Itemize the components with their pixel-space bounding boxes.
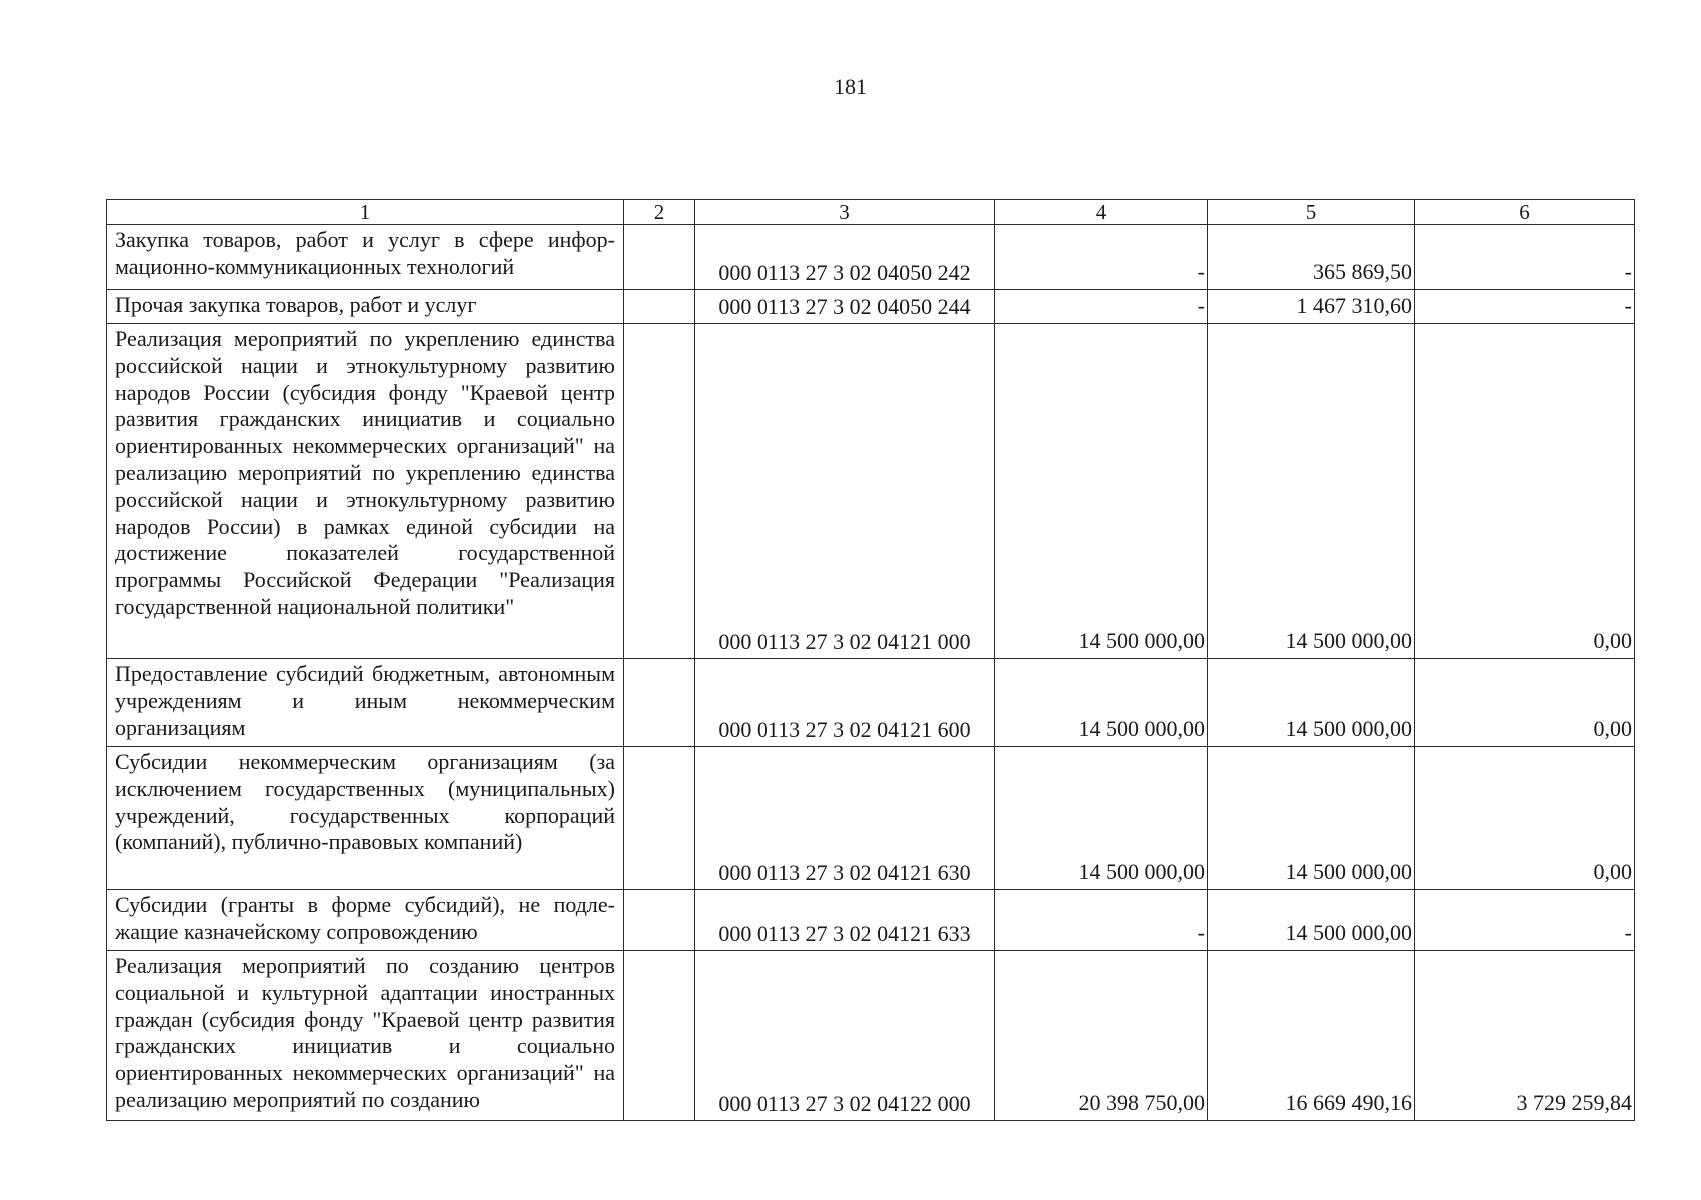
row-col2 [624,951,695,1121]
row-col4: 14 500 000,00 [995,324,1208,659]
row-name: Субсидии некоммерческим организациям (за исключением государственных (муниципальных) учреждений, государственных корпораций (компаний), публично-правовых компаний) [107,747,624,890]
row-col2 [624,324,695,659]
row-name: Реализация мероприятий по укреплению единства российской нации и этнокультурному развитию народов России (субсидия фонду "Краевой центр развития гражданских инициатив и социально ориентированных некоммерческих организаций" на реализацию мероприятий по укреплению единства российской нации и этнокультурному развитию народов России) в рамках единой субсидии на достижение показателей государственной программы Российской Федерации "Реализация государственной национальной политики" [107,324,624,659]
row-col6: 0,00 [1415,324,1635,659]
row-code: 000 0113 27 3 02 04121 630 [695,747,995,890]
row-code: 000 0113 27 3 02 04121 633 [695,890,995,951]
row-col6: - [1415,225,1635,290]
row-col5: 14 500 000,00 [1208,324,1415,659]
column-header-1: 1 [107,200,624,225]
row-col5: 14 500 000,00 [1208,659,1415,747]
row-col2 [624,659,695,747]
row-name: Прочая закупка товаров, работ и услуг [107,290,624,324]
row-name: Предоставление субсидий бюджетным, автономным учреждениям и иным некоммерческим организациям [107,659,624,747]
table-row [107,290,1635,324]
row-col4: 14 500 000,00 [995,747,1208,890]
row-code: 000 0113 27 3 02 04050 244 [695,290,995,324]
row-col2 [624,290,695,324]
table-row [107,324,1635,659]
row-code: 000 0113 27 3 02 04050 242 [695,225,995,290]
row-col6: 0,00 [1415,659,1635,747]
row-name: Закупка товаров, работ и услуг в сфере информационно-коммуникационных технологий [107,225,624,290]
table-header-row [107,200,1635,225]
table-row [107,951,1635,1121]
row-col6: - [1415,290,1635,324]
budget-table [106,199,1635,1121]
column-header-4: 4 [995,200,1208,225]
row-col2 [624,890,695,951]
row-col5: 365 869,50 [1208,225,1415,290]
column-header-5: 5 [1208,200,1415,225]
row-col4: - [995,890,1208,951]
row-col5: 16 669 490,16 [1208,951,1415,1121]
column-header-6: 6 [1415,200,1635,225]
row-col2 [624,747,695,890]
row-code: 000 0113 27 3 02 04121 000 [695,324,995,659]
row-code: 000 0113 27 3 02 04122 000 [695,951,995,1121]
page-number: 181 [834,74,867,99]
table-row [107,747,1635,890]
row-col4: 14 500 000,00 [995,659,1208,747]
table-row [107,890,1635,951]
row-col6: 0,00 [1415,747,1635,890]
row-code: 000 0113 27 3 02 04121 600 [695,659,995,747]
row-col4: 20 398 750,00 [995,951,1208,1121]
column-header-3: 3 [695,200,995,225]
table-row [107,225,1635,290]
table-row [107,659,1635,747]
row-name: Реализация мероприятий по созданию центров социальной и культурной адаптации иностранных граждан (субсидия фонду "Краевой центр развития гражданских инициатив и социально ориентированных некоммерческих организаций" на реализацию мероприятий по созданию [107,951,624,1121]
row-col5: 14 500 000,00 [1208,890,1415,951]
row-col4: - [995,225,1208,290]
row-col2 [624,225,695,290]
row-col5: 1 467 310,60 [1208,290,1415,324]
column-header-2: 2 [624,200,695,225]
row-col5: 14 500 000,00 [1208,747,1415,890]
row-col6: - [1415,890,1635,951]
row-name: Субсидии (гранты в форме субсидий), не подлежащие казначейскому сопровождению [107,890,624,951]
row-col4: - [995,290,1208,324]
row-col6: 3 729 259,84 [1415,951,1635,1121]
